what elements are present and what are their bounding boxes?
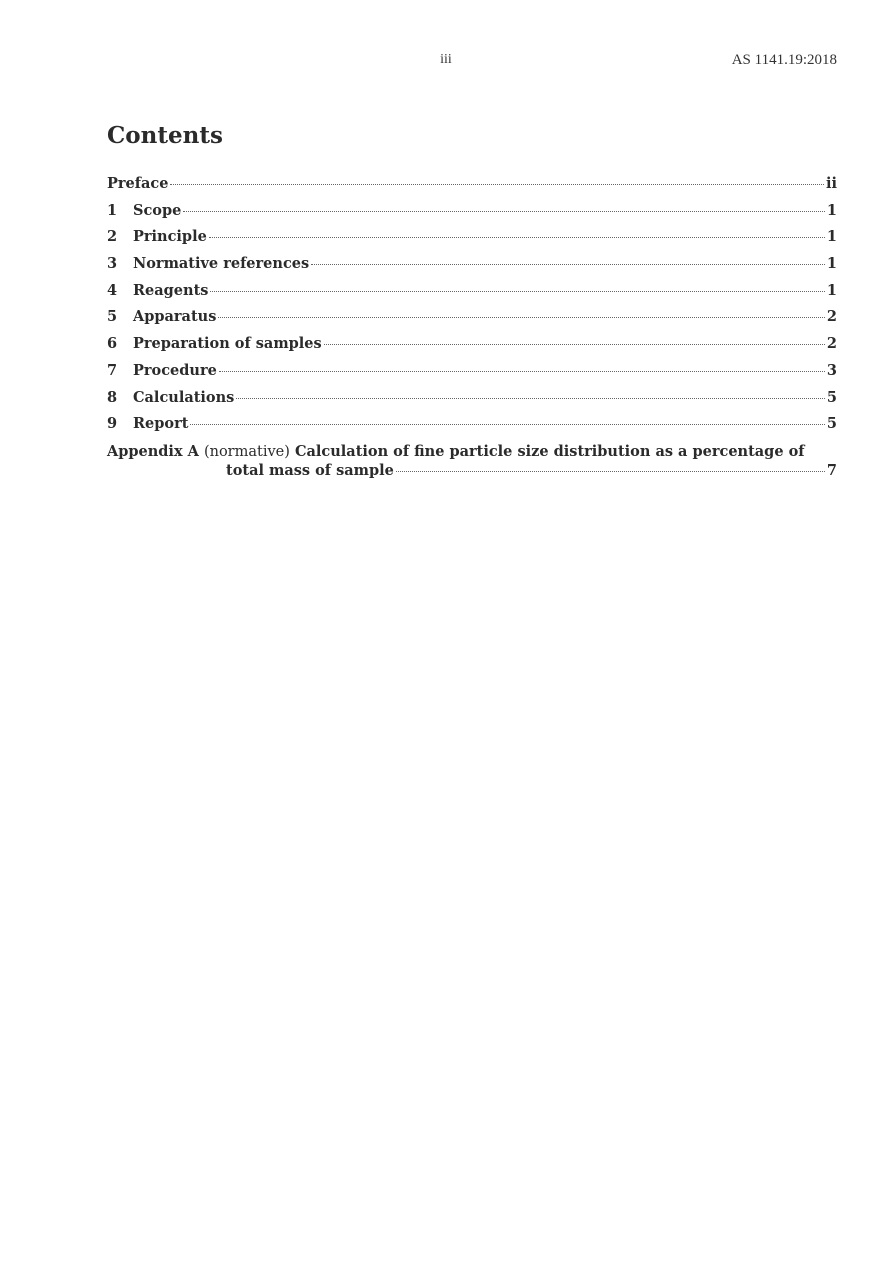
toc-entry-page: ii: [825, 175, 837, 192]
toc-entry-page: 2: [826, 308, 837, 326]
appendix-label: Appendix A: [107, 442, 199, 460]
toc-leader: [396, 471, 825, 472]
toc-entry-procedure[interactable]: [107, 362, 837, 389]
toc-entry-page: 1: [826, 228, 837, 246]
toc-entry-title: Report: [133, 415, 189, 433]
toc-entry-reagents[interactable]: [107, 282, 837, 309]
toc-entry-title: Scope: [133, 201, 182, 219]
toc-entry-appendix-a[interactable]: [107, 443, 837, 479]
toc-leader: [324, 344, 825, 345]
toc-entry-title: Principle: [133, 228, 207, 246]
toc-entry-title: Procedure: [133, 361, 217, 379]
toc-leader: [209, 237, 825, 238]
document-id: AS 1141.19:2018: [731, 52, 837, 68]
toc-entry-page: 2: [826, 335, 837, 353]
toc-leader: [236, 398, 825, 399]
toc-entry-number: 5: [107, 308, 118, 326]
toc-entry-number: 1: [107, 201, 118, 219]
toc-leader: [210, 291, 824, 292]
toc-entry-preface[interactable]: [107, 175, 837, 202]
toc-entry-title: Apparatus: [133, 308, 217, 326]
toc-entry-normative-references[interactable]: [107, 255, 837, 282]
toc-entry-number: 4: [107, 281, 118, 299]
toc-entry-number: 6: [107, 335, 118, 353]
toc-leader: [190, 424, 824, 425]
toc-entry-title: Normative references: [133, 255, 310, 273]
toc-entry-page: 1: [826, 281, 837, 299]
toc-entry-number: 2: [107, 228, 118, 246]
toc-entry-title: Reagents: [133, 281, 209, 299]
toc-leader: [218, 317, 825, 318]
toc-entry-title: Calculations: [133, 388, 235, 406]
toc-entry-preparation-of-samples[interactable]: [107, 335, 837, 362]
toc-entry-page: 1: [826, 255, 837, 273]
toc-entry-page: 1: [826, 201, 837, 219]
toc-entry-scope[interactable]: [107, 202, 837, 229]
toc-entry-calculations[interactable]: [107, 389, 837, 416]
toc-entry-page: 5: [826, 415, 837, 433]
toc-leader: [170, 184, 824, 185]
toc-entry-number: 7: [107, 361, 118, 379]
toc-entry-number: 9: [107, 415, 118, 433]
toc-entry-title: Preface: [107, 175, 169, 192]
contents-title: Contents: [107, 122, 223, 149]
toc-leader: [219, 371, 825, 372]
page-number: iii: [440, 52, 452, 67]
toc-entry-page: 7: [826, 461, 837, 479]
toc-entry-number: 8: [107, 388, 118, 406]
toc-entry-principle[interactable]: [107, 228, 837, 255]
table-of-contents: [107, 175, 837, 479]
toc-entry-report[interactable]: [107, 415, 837, 442]
toc-entry-apparatus[interactable]: [107, 308, 837, 335]
toc-entry-page: 3: [826, 361, 837, 379]
appendix-title-line2: total mass of sample: [226, 461, 394, 479]
toc-entry-title: Preparation of samples: [133, 335, 322, 353]
toc-leader: [183, 211, 825, 212]
appendix-status: (normative): [203, 443, 290, 460]
appendix-first-line: [107, 443, 837, 462]
appendix-title-line1: Calculation of fine particle size distribution as a percentage of: [294, 442, 805, 460]
toc-leader: [311, 264, 825, 265]
toc-entry-page: 5: [826, 388, 837, 406]
toc-entry-number: 3: [107, 255, 118, 273]
appendix-second-line: [107, 462, 837, 479]
